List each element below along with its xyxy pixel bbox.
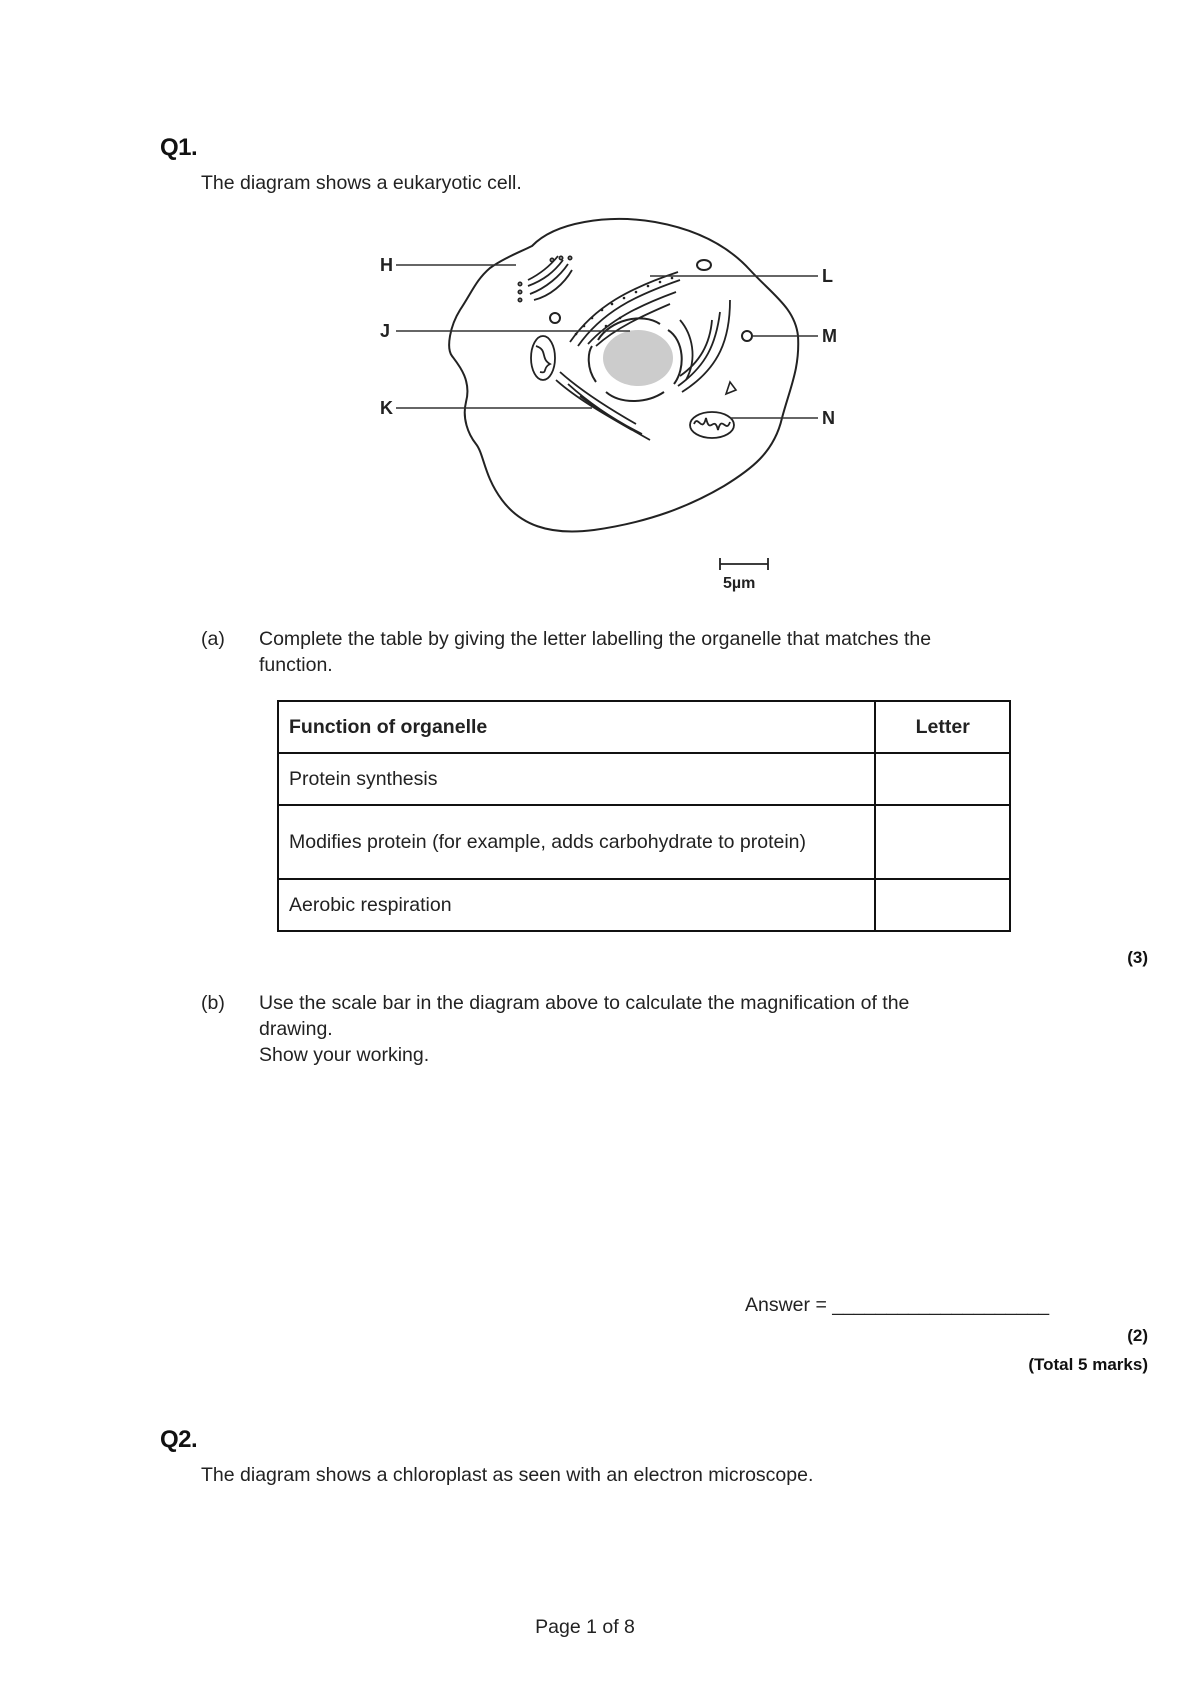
organelle-function-table [277, 700, 1011, 932]
part-b-marks: (2) [1127, 1326, 1148, 1345]
letter-answer-cell[interactable] [875, 805, 1010, 879]
part-a-label: (a) [201, 628, 225, 650]
page-number: Page 1 of 8 [535, 1616, 635, 1638]
table-row [278, 753, 1010, 805]
er-right [678, 300, 730, 392]
vesicle [697, 260, 711, 270]
diagram-label-h: H [380, 255, 393, 275]
letter-answer-cell[interactable] [875, 753, 1010, 805]
part-b-text-line-2: drawing. [259, 1018, 333, 1040]
table-row [278, 879, 1010, 931]
question-1-number: Q1. [160, 134, 198, 161]
eukaryotic-cell-diagram [380, 208, 920, 598]
part-b-label: (b) [201, 992, 225, 1014]
table-header-row [278, 701, 1010, 753]
diagram-label-l: L [822, 266, 833, 286]
table-header-letter: Letter [875, 701, 1010, 753]
diagram-label-n: N [822, 408, 835, 428]
mitochondrion-n [690, 412, 734, 438]
mitochondrion-left [531, 336, 555, 380]
small-vesicle [726, 382, 736, 394]
part-b-text-line-3: Show your working. [259, 1044, 430, 1066]
letter-answer-cell[interactable] [875, 879, 1010, 931]
diagram-label-m: M [822, 326, 837, 346]
question-1-intro: The diagram shows a eukaryotic cell. [201, 172, 522, 194]
function-cell: Modifies protein (for example, adds carbohydrate to protein) [278, 805, 875, 879]
diagram-label-k: K [380, 398, 393, 418]
golgi-apparatus [518, 256, 572, 302]
question-2-intro: The diagram shows a chloroplast as seen with an electron microscope. [201, 1464, 814, 1486]
table-header-function: Function of organelle [278, 701, 875, 753]
scale-bar [720, 558, 768, 570]
question-1-total-marks: (Total 5 marks) [1028, 1355, 1148, 1374]
free-ribosome [742, 331, 752, 341]
function-cell: Protein synthesis [278, 753, 875, 805]
answer-line[interactable]: Answer = ____________________ [745, 1294, 1050, 1316]
nucleolus-stippling [603, 330, 673, 386]
vesicle [550, 313, 560, 323]
part-a-text-line-2: function. [259, 654, 333, 676]
part-a-marks: (3) [1127, 948, 1148, 967]
part-b-text-line-1: Use the scale bar in the diagram above to calculate the magnification of the [259, 992, 910, 1014]
part-a-text-line-1: Complete the table by giving the letter labelling the organelle that matches the [259, 628, 932, 650]
function-cell: Aerobic respiration [278, 879, 875, 931]
diagram-label-j: J [380, 321, 391, 341]
label-leader-lines [396, 265, 818, 418]
table-row [278, 805, 1010, 879]
question-2-number: Q2. [160, 1426, 198, 1453]
scale-bar-label: 5µm [723, 575, 756, 592]
